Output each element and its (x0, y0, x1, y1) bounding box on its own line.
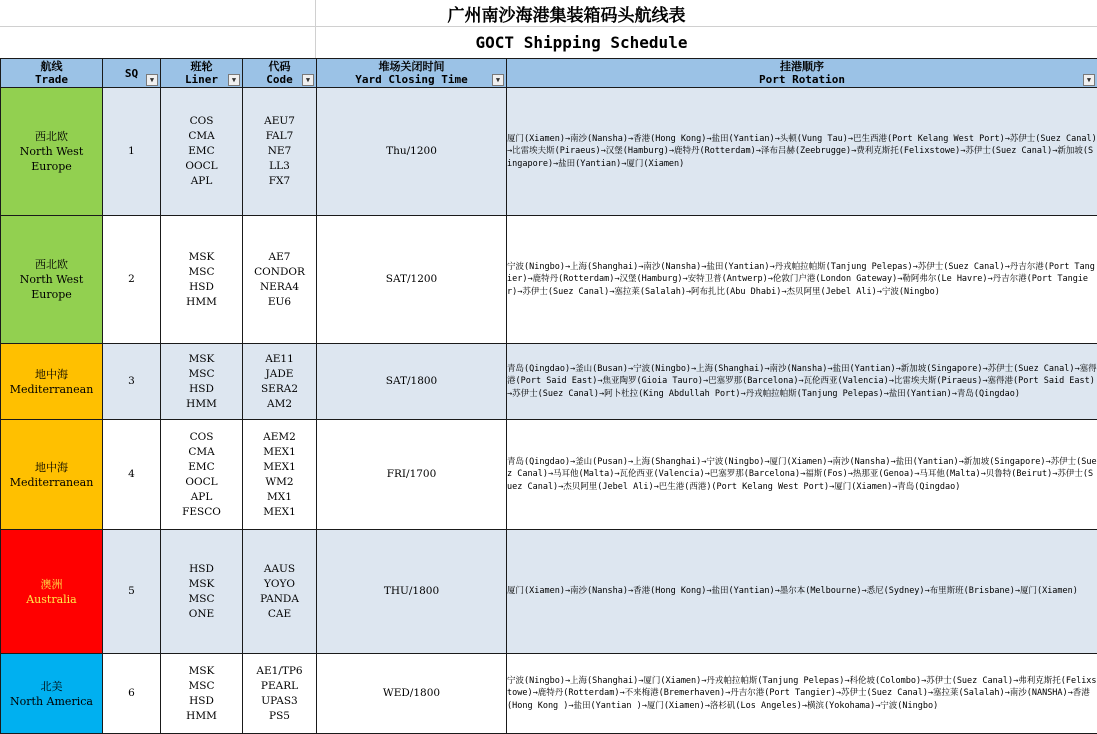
liner-name: ONE (161, 607, 242, 622)
liner-name: APL (161, 490, 242, 505)
closing-time-cell[interactable]: WED/1800 (317, 654, 507, 734)
trade-cn: 西北欧 (1, 129, 102, 144)
title-row-cn (0, 0, 1097, 27)
closing-time-cell[interactable]: THU/1800 (317, 530, 507, 654)
header-sq[interactable] (103, 59, 161, 88)
liner-name: MSC (161, 367, 242, 382)
filter-dropdown-icon[interactable]: ▼ (1083, 74, 1095, 86)
port-rotation-cell[interactable]: 青岛(Qingdao)→釜山(Pusan)→上海(Shanghai)→宁波(Ningbo)→厦门(Xiamen)→南沙(Nansha)→盐田(Yantian)→新加坡(Singapore)→苏伊士(Suez Canal)→马耳他(Malta)→瓦伦西亚(Valencia)→巴塞罗那(Barcelona)→福斯(Fos)→热那亚(Genoa)→马耳他(Malta)→贝鲁特(Beirut)→苏伊士(Suez Canal)→杰贝阿里(Jebel Ali)→巴生港(西港)(Port Kelang West Port)→厦门(Xiamen)→青岛(Qingdao) (507, 420, 1097, 530)
port-rotation-cell[interactable]: 宁波(Ningbo)→上海(Shanghai)→南沙(Nansha)→盐田(Yantian)→丹戎帕拉帕斯(Tanjung Pelepas)→苏伊士(Suez Canal)→丹吉尔港(Port Tangier)→鹿特丹(Rotterdam)→汉堡(Hamburg)→安特卫普(Antwerp)→伦敦门户港(London Gateway)→勒阿弗尔(Le Havre)→丹吉尔港(Port Tangier)→苏伊士(Suez Canal)→塞拉莱(Salalah)→阿布扎比(Abu Dhabi)→杰贝阿里(Jebel Ali)→宁波(Ningbo) (507, 216, 1097, 344)
header-rotation[interactable] (507, 59, 1097, 88)
sq-cell[interactable]: 3 (103, 344, 161, 420)
sq-cell[interactable]: 1 (103, 88, 161, 216)
service-code: AE11 (243, 352, 316, 367)
service-code: PEARL (243, 679, 316, 694)
trade-en: Australia (1, 592, 102, 607)
liner-name: HSD (161, 562, 242, 577)
service-code: MEX1 (243, 445, 316, 460)
liner-name: HMM (161, 397, 242, 412)
closing-time-cell[interactable]: Thu/1200 (317, 88, 507, 216)
sq-cell[interactable]: 2 (103, 216, 161, 344)
trade-en: North America (1, 694, 102, 709)
trade-cn: 澳洲 (1, 577, 102, 592)
header-liner-cn: 班轮 (191, 60, 213, 73)
liner-name: MSK (161, 352, 242, 367)
liner-name: HMM (161, 295, 242, 310)
liner-name: MSC (161, 592, 242, 607)
service-code: AM2 (243, 397, 316, 412)
port-rotation-cell[interactable]: 厦门(Xiamen)→南沙(Nansha)→香港(Hong Kong)→盐田(Yantian)→头顿(Vung Tau)→巴生西港(Port Kelang West Port)→苏伊士(Suez Canal)→比雷埃夫斯(Piraeus)→汉堡(Hamburg)→鹿特丹(Rotterdam)→泽布吕赫(Zeebrugge)→费利克斯托(Felixstowe)→苏伊士(Suez Canal)→新加坡(Singapore)→盐田(Yantian)→厦门(Xiamen) (507, 88, 1097, 216)
port-rotation-cell[interactable]: 宁波(Ningbo)→上海(Shanghai)→厦门(Xiamen)→丹戎帕拉帕斯(Tanjung Pelepas)→科伦坡(Colombo)→苏伊士(Suez Canal)→弗利克斯托(Felixstowe)→鹿特丹(Rotterdam)→不来梅港(Bremerhaven)→丹吉尔港(Port Tangier)→苏伊士(Suez Canal)→塞拉莱(Salalah)→南沙(NANSHA)→香港(Hong Kong )→盐田(Yantian )→厦门(Xiamen)→洛杉矶(Los Angeles)→横滨(Yokohama)→宁波(Ningbo) (507, 654, 1097, 734)
service-code: MEX1 (243, 460, 316, 475)
liner-cell[interactable] (161, 344, 243, 420)
trade-en: North West (1, 272, 102, 287)
service-code: LL3 (243, 159, 316, 174)
filter-dropdown-icon[interactable]: ▼ (146, 74, 158, 86)
trade-cell[interactable] (1, 216, 103, 344)
service-code: SERA2 (243, 382, 316, 397)
trade-en-2: Europe (1, 159, 102, 174)
service-code: PS5 (243, 709, 316, 724)
trade-cell[interactable] (1, 420, 103, 530)
service-code: NE7 (243, 144, 316, 159)
service-code: AEM2 (243, 430, 316, 445)
liner-name: FESCO (161, 505, 242, 520)
trade-en: Mediterranean (1, 382, 102, 397)
closing-time-cell[interactable]: FRI/1700 (317, 420, 507, 530)
liner-name: HSD (161, 382, 242, 397)
header-trade-cn: 航线 (41, 60, 63, 73)
service-code: MEX1 (243, 505, 316, 520)
service-code: MX1 (243, 490, 316, 505)
liner-cell[interactable] (161, 420, 243, 530)
code-cell[interactable] (243, 216, 317, 344)
liner-name: MSC (161, 679, 242, 694)
service-code: CONDOR (243, 265, 316, 280)
schedule-table (0, 58, 1097, 734)
liner-name: MSK (161, 664, 242, 679)
header-closing-en: Yard Closing Time (355, 73, 468, 86)
header-closing-cn: 堆场关闭时间 (379, 60, 445, 73)
table-row (1, 344, 1097, 420)
code-cell[interactable] (243, 88, 317, 216)
trade-cn: 西北欧 (1, 257, 102, 272)
page-title-cn: 广州南沙海港集装箱码头航线表 (448, 1, 686, 26)
service-code: YOYO (243, 577, 316, 592)
header-code-en: Code (266, 73, 293, 86)
liner-cell[interactable] (161, 530, 243, 654)
trade-en-2: Europe (1, 287, 102, 302)
header-trade[interactable] (1, 59, 103, 88)
service-code: AE7 (243, 250, 316, 265)
service-code: JADE (243, 367, 316, 382)
port-rotation-cell[interactable]: 厦门(Xiamen)→南沙(Nansha)→香港(Hong Kong)→盐田(Yantian)→墨尔本(Melbourne)→悉尼(Sydney)→布里斯班(Brisbane)→厦门(Xiamen) (507, 530, 1097, 654)
header-liner[interactable] (161, 59, 243, 88)
service-code: CAE (243, 607, 316, 622)
filter-dropdown-icon[interactable]: ▼ (302, 74, 314, 86)
trade-cell[interactable] (1, 344, 103, 420)
service-code: AEU7 (243, 114, 316, 129)
sq-cell[interactable]: 4 (103, 420, 161, 530)
closing-time-cell[interactable]: SAT/1800 (317, 344, 507, 420)
liner-name: HMM (161, 709, 242, 724)
liner-name: MSC (161, 265, 242, 280)
service-code: AE1/TP6 (243, 664, 316, 679)
title-left-cell[interactable] (0, 0, 316, 26)
header-liner-en: Liner (185, 73, 218, 86)
title-cell-en[interactable] (316, 26, 1097, 58)
liner-name: COS (161, 114, 242, 129)
trade-en: North West (1, 144, 102, 159)
trade-cn: 地中海 (1, 460, 102, 475)
service-code: EU6 (243, 295, 316, 310)
service-code: FAL7 (243, 129, 316, 144)
code-cell[interactable] (243, 530, 317, 654)
liner-name: MSK (161, 250, 242, 265)
trade-cell[interactable] (1, 88, 103, 216)
service-code: FX7 (243, 174, 316, 189)
liner-name: EMC (161, 460, 242, 475)
header-rotation-cn: 挂港顺序 (780, 60, 824, 73)
header-trade-en: Trade (35, 73, 68, 86)
table-row (1, 216, 1097, 344)
page-title-en: GOCT Shipping Schedule (476, 33, 688, 52)
trade-cn: 北美 (1, 679, 102, 694)
trade-en: Mediterranean (1, 475, 102, 490)
header-rotation-en: Port Rotation (759, 73, 845, 86)
liner-name: HSD (161, 280, 242, 295)
code-cell[interactable] (243, 420, 317, 530)
service-code: UPAS3 (243, 694, 316, 709)
filter-dropdown-icon[interactable]: ▼ (492, 74, 504, 86)
liner-name: EMC (161, 144, 242, 159)
liner-cell[interactable] (161, 88, 243, 216)
header-row (1, 59, 1097, 88)
filter-dropdown-icon[interactable]: ▼ (228, 74, 240, 86)
liner-name: MSK (161, 577, 242, 592)
liner-name: CMA (161, 129, 242, 144)
sq-cell[interactable]: 5 (103, 530, 161, 654)
service-code: WM2 (243, 475, 316, 490)
header-code-cn: 代码 (269, 60, 291, 73)
liner-name: APL (161, 174, 242, 189)
port-rotation-cell[interactable]: 青岛(Qingdao)→釜山(Busan)→宁波(Ningbo)→上海(Shanghai)→南沙(Nansha)→盐田(Yantian)→新加坡(Singapore)→苏伊士(Suez Canal)→塞得港(Port Said East)→焦亚陶罗(Gioia Tauro)→巴塞罗那(Barcelona)→瓦伦西亚(Valencia)→比雷埃夫斯(Piraeus)→塞得港(Port Said East)→苏伊士(Suez Canal)→阿卜杜拉(King Abdullah Port)→丹戎帕拉帕斯(Tanjung Pelepas)→盐田(Yantian)→青岛(Qingdao) (507, 344, 1097, 420)
table-row (1, 88, 1097, 216)
trade-cn: 地中海 (1, 367, 102, 382)
code-cell[interactable] (243, 654, 317, 734)
subtitle-left-cell[interactable] (0, 26, 316, 58)
header-closing[interactable] (317, 59, 507, 88)
closing-time-cell[interactable]: SAT/1200 (317, 216, 507, 344)
title-cell-cn[interactable] (316, 0, 1097, 26)
service-code: PANDA (243, 592, 316, 607)
liner-name: CMA (161, 445, 242, 460)
table-row (1, 654, 1097, 734)
service-code: AAUS (243, 562, 316, 577)
liner-cell[interactable] (161, 216, 243, 344)
trade-cell[interactable] (1, 654, 103, 734)
sq-cell[interactable]: 6 (103, 654, 161, 734)
code-cell[interactable] (243, 344, 317, 420)
service-code: NERA4 (243, 280, 316, 295)
header-sq-label: SQ (125, 67, 138, 80)
header-code[interactable] (243, 59, 317, 88)
table-row (1, 530, 1097, 654)
liner-name: OOCL (161, 475, 242, 490)
trade-cell[interactable] (1, 530, 103, 654)
liner-name: HSD (161, 694, 242, 709)
liner-name: COS (161, 430, 242, 445)
table-row (1, 420, 1097, 530)
title-row-en (0, 26, 1097, 59)
liner-cell[interactable] (161, 654, 243, 734)
liner-name: OOCL (161, 159, 242, 174)
